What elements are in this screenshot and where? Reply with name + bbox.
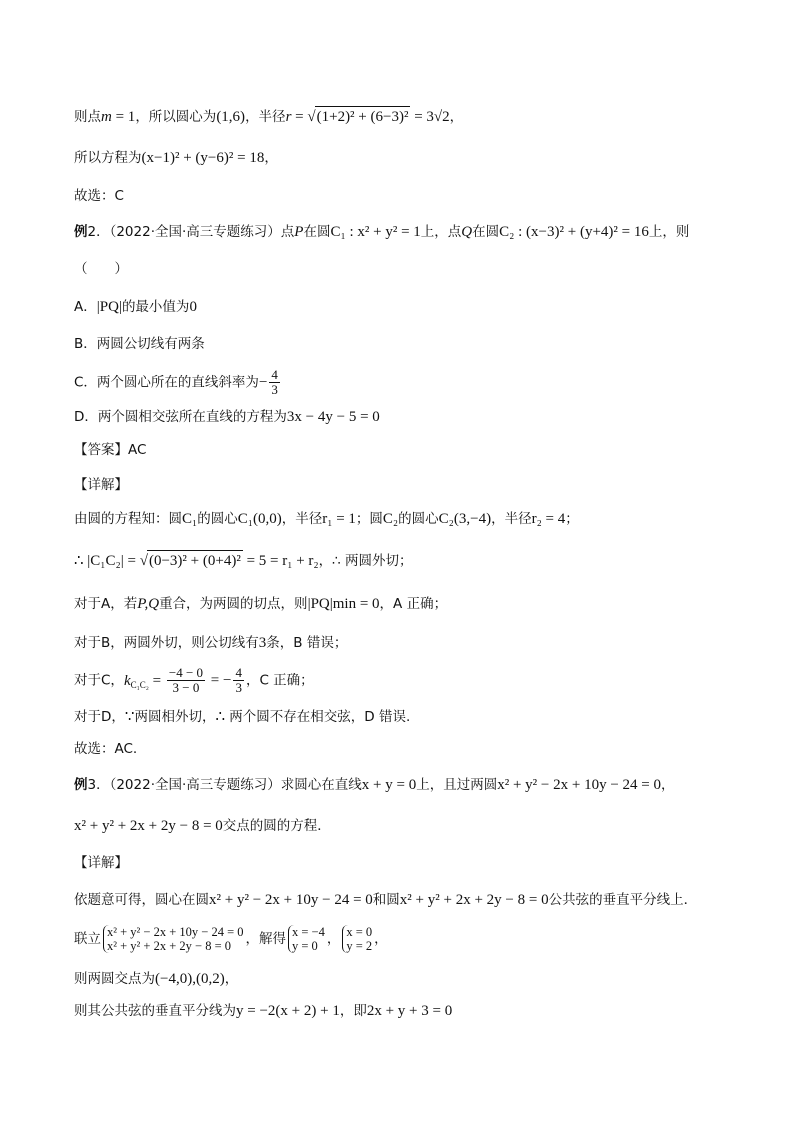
var-k: k bbox=[123, 672, 131, 689]
text: ，∴ 两圆外切； bbox=[318, 553, 413, 569]
math: 3 bbox=[258, 635, 267, 651]
math: C₁(0,0) bbox=[237, 511, 282, 527]
text: 对于B，两圆外切，则公切线有 bbox=[74, 635, 259, 651]
detail-line-intersection bbox=[74, 969, 238, 989]
text: 公共弦的垂直平分线上． bbox=[548, 892, 698, 908]
text: 联立 bbox=[74, 931, 101, 947]
text: ，A 正确； bbox=[379, 596, 448, 612]
example-2-question bbox=[74, 222, 689, 242]
center-point: (1,6) bbox=[216, 109, 246, 125]
option-d bbox=[74, 407, 380, 427]
text: ， bbox=[264, 150, 278, 166]
circle-c1: C₁ : x² + y² = 1 bbox=[330, 224, 421, 240]
math: C₂ bbox=[382, 511, 399, 527]
text: 上，点 bbox=[420, 224, 462, 240]
numerator: −4 − 0 bbox=[168, 665, 204, 680]
therefore-symbol: ∴ bbox=[215, 709, 225, 725]
text: ，即 bbox=[339, 1003, 367, 1019]
fraction bbox=[233, 666, 244, 695]
text: ， bbox=[374, 931, 388, 947]
math: x² + y² + 2x + 2y − 8 = 0 bbox=[399, 892, 549, 908]
math: = bbox=[148, 672, 165, 689]
detail-line-perp bbox=[74, 890, 697, 910]
text: 所以方程为 bbox=[74, 150, 142, 166]
detail-heading: 【详解】 bbox=[74, 477, 128, 493]
math: x² + y² + 2x + 2y − 8 = 0 bbox=[74, 818, 223, 834]
math: r₁ = 1 bbox=[322, 511, 356, 527]
text: 条，B 错误； bbox=[266, 635, 348, 651]
text: ， bbox=[326, 931, 341, 947]
math: x² + y² − 2x + 10y − 24 = 0 bbox=[209, 892, 373, 908]
text: 在圆 bbox=[303, 224, 331, 240]
math: r₂ = 4 bbox=[531, 511, 566, 527]
detail-line-b bbox=[74, 633, 347, 653]
detail-line-bisector bbox=[74, 1001, 452, 1021]
math: 2x + y + 3 = 0 bbox=[366, 1003, 453, 1019]
text: ，解得 bbox=[245, 931, 286, 947]
detail-line-d bbox=[74, 707, 410, 727]
detail-line-c bbox=[74, 666, 314, 695]
math: C₂(3,−4) bbox=[438, 511, 492, 527]
line-equation: 3x − 4y − 5 = 0 bbox=[286, 409, 380, 425]
example-number: 2 bbox=[87, 224, 97, 240]
detail-line-system bbox=[74, 925, 388, 953]
equation: y = 2 bbox=[346, 939, 373, 953]
text: ，半径 bbox=[245, 109, 286, 125]
text: 对于C， bbox=[74, 672, 124, 689]
text: 上，则 bbox=[648, 224, 690, 240]
text: ， bbox=[224, 971, 239, 987]
text: ，C 正确； bbox=[245, 672, 314, 689]
text: 的圆心 bbox=[197, 511, 238, 527]
answer-choice-line: 故选：AC. bbox=[74, 741, 138, 757]
text: 则点 bbox=[74, 109, 101, 125]
sqrt-radicand: (0−3)² + (0+4)² bbox=[147, 550, 243, 571]
text: ；圆 bbox=[355, 511, 383, 527]
text: 在圆 bbox=[472, 224, 500, 240]
subscript: C₁C₂ bbox=[130, 679, 149, 690]
because-symbol: ∵ bbox=[124, 709, 135, 725]
text: 上，且过两圆 bbox=[416, 777, 498, 793]
text: ，半径 bbox=[281, 511, 323, 527]
math: P,Q bbox=[137, 596, 160, 612]
numerator: 4 bbox=[271, 367, 278, 382]
circle-c2: C₂ : (x−3)² + (y+4)² = 16 bbox=[499, 224, 649, 240]
text: C．两个圆心所在的直线斜率为 bbox=[74, 374, 259, 391]
text: ，半径 bbox=[491, 511, 532, 527]
math: (−4,0),(0,2) bbox=[155, 971, 225, 987]
math: = 5 = r₁ + r₂ bbox=[242, 553, 319, 569]
math: x + y = 0 bbox=[361, 777, 417, 793]
solution-line-equation bbox=[74, 148, 278, 168]
math: ∴ |C₁C₂| = bbox=[74, 553, 140, 569]
text: 重合，为两圆的切点，则 bbox=[159, 596, 308, 612]
text: 依题意可得，圆心在圆 bbox=[74, 892, 209, 908]
solution-system bbox=[288, 925, 325, 953]
equation: x² + y² − 2x + 10y − 24 = 0 bbox=[107, 925, 244, 939]
math: = bbox=[291, 109, 308, 125]
example-label: 例 bbox=[74, 224, 88, 240]
detail-line-centers bbox=[74, 509, 579, 529]
denominator: 3 bbox=[235, 680, 242, 695]
math: = − bbox=[207, 672, 232, 689]
example-number: 3 bbox=[87, 777, 97, 793]
example-label: 例 bbox=[74, 777, 88, 793]
text: 两圆相外切， bbox=[134, 709, 216, 725]
text: ； bbox=[565, 511, 579, 527]
equation-system bbox=[103, 925, 244, 953]
math: x² + y² − 2x + 10y − 24 = 0 bbox=[497, 777, 662, 793]
solution-line-radius: 则点m = 1，所以圆心为(1,6)，半径r = √(1+2)² + (6−3)² = 3√2， bbox=[74, 106, 463, 127]
var-Q: Q bbox=[461, 224, 473, 240]
option-a bbox=[74, 297, 197, 317]
solution-system bbox=[342, 925, 372, 953]
example-3-question-cont bbox=[74, 816, 331, 836]
text: ．（2022·全国·高三专题练习）求圆心在直线 bbox=[96, 777, 362, 793]
text: ．（2022·全国·高三专题练习）点 bbox=[96, 224, 295, 240]
text: ，所以圆心为 bbox=[135, 109, 217, 125]
text: 的最小值为 bbox=[121, 299, 190, 315]
text: 和圆 bbox=[372, 892, 400, 908]
var-m: m bbox=[101, 109, 112, 125]
numerator: 4 bbox=[235, 665, 242, 680]
var-r: r bbox=[285, 109, 292, 125]
detail-line-a bbox=[74, 594, 447, 614]
var-P: P bbox=[294, 224, 304, 240]
text: 对于A，若 bbox=[74, 596, 138, 612]
fraction bbox=[269, 368, 280, 397]
text: D．两个圆相交弦所在直线的方程为 bbox=[74, 409, 287, 425]
math: |PQ|min = 0 bbox=[307, 596, 380, 612]
question-blank: （ ） bbox=[74, 261, 128, 277]
text: 则其公共弦的垂直平分线为 bbox=[74, 1003, 236, 1019]
example-3-question bbox=[74, 775, 675, 795]
detail-heading: 【详解】 bbox=[74, 855, 128, 871]
math: C₁ bbox=[182, 511, 198, 527]
math: |PQ| bbox=[96, 299, 122, 315]
detail-line-distance: ∴ |C₁C₂| = √(0−3)² + (0+4)² = 5 = r₁ + r₂，∴ 两圆外切； bbox=[74, 550, 413, 571]
math: y = −2(x + 2) + 1 bbox=[236, 1003, 340, 1019]
equation: x = −4 bbox=[292, 925, 325, 939]
denominator: 3 − 0 bbox=[172, 680, 200, 695]
answer-label: 【答案】AC bbox=[74, 442, 147, 458]
option-b: B．两圆公切线有两条 bbox=[74, 336, 205, 352]
denominator: 3 bbox=[271, 382, 278, 397]
fraction bbox=[167, 666, 205, 695]
text: 对于D， bbox=[74, 709, 125, 725]
option-label: A． bbox=[74, 299, 97, 315]
answer-choice-line: 故选：C bbox=[74, 188, 124, 204]
math: 0 bbox=[189, 299, 197, 315]
equation: y = 0 bbox=[292, 939, 318, 953]
equation: x² + y² + 2x + 2y − 8 = 0 bbox=[107, 939, 231, 953]
option-c: C．两个圆心所在的直线斜率为− $\frac{4}{3}$ bbox=[74, 367, 278, 397]
text: ， bbox=[661, 777, 675, 793]
text: 的圆心 bbox=[398, 511, 439, 527]
text: 由圆的方程知：圆 bbox=[74, 511, 182, 527]
text: 交点的圆的方程． bbox=[222, 818, 331, 834]
sqrt-radicand: (1+2)² + (6−3)² bbox=[315, 106, 411, 127]
circle-equation: (x−1)² + (y−6)² = 18 bbox=[141, 150, 265, 166]
text: 两个圆不存在相交弦，D 错误. bbox=[225, 709, 411, 725]
text: ， bbox=[449, 109, 464, 125]
math: = 1 bbox=[111, 109, 136, 125]
math: = 3√2 bbox=[410, 109, 450, 125]
equation: x = 0 bbox=[346, 925, 373, 939]
text: 则两圆交点为 bbox=[74, 971, 155, 987]
